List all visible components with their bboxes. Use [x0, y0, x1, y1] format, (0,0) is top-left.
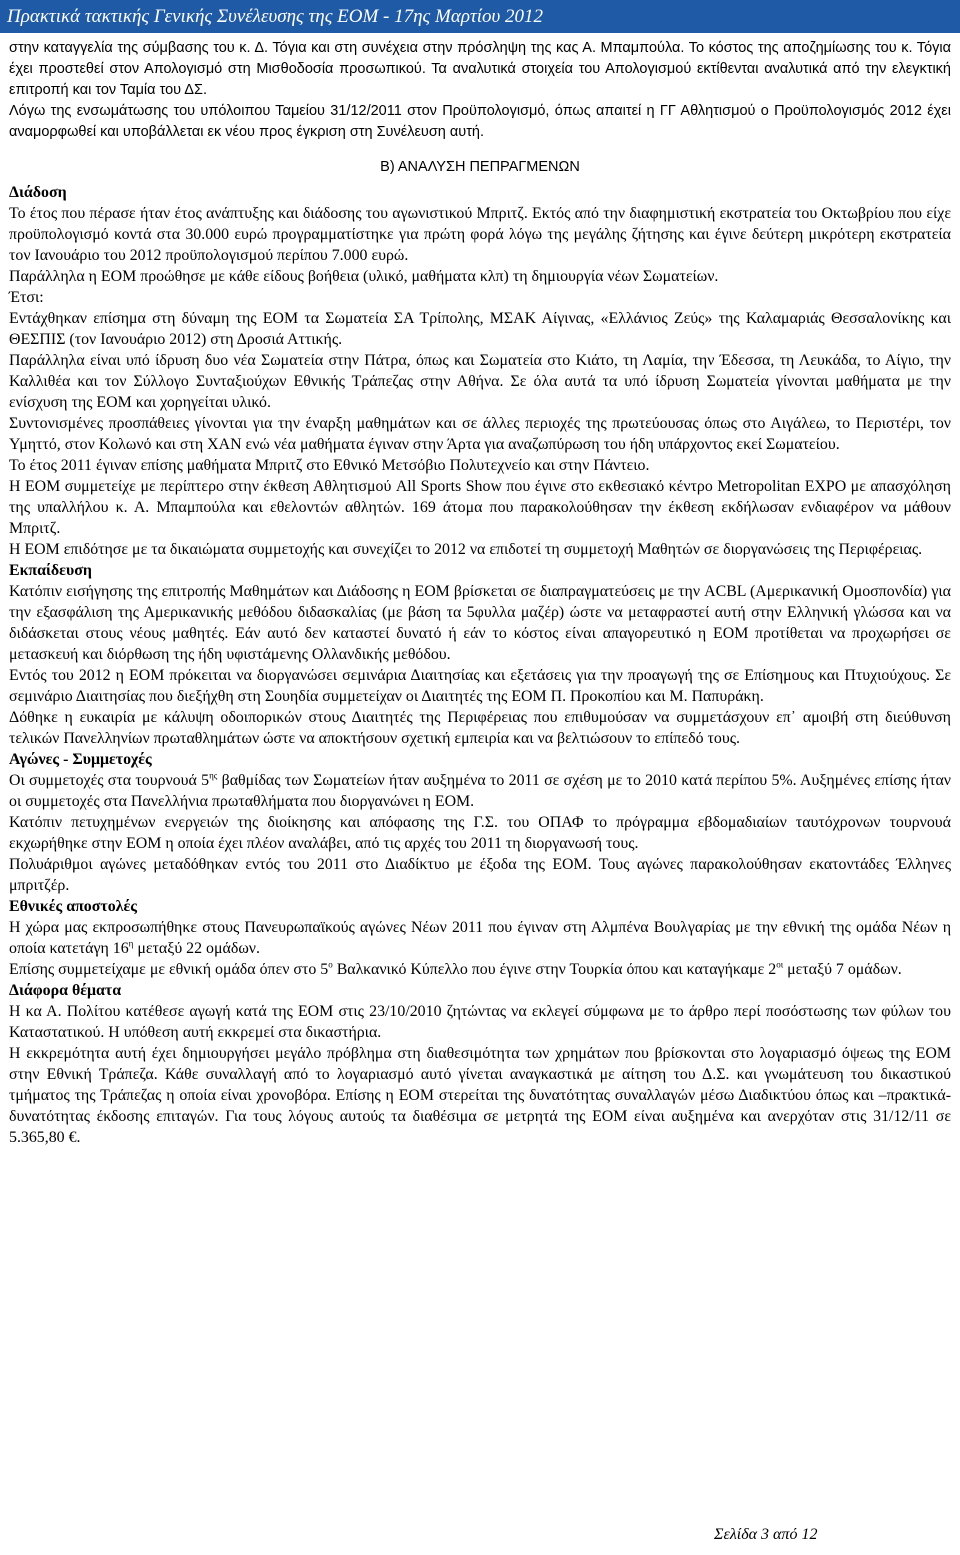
text-run: Οι συμμετοχές στα τουρνουά 5: [9, 772, 210, 789]
document-body: [9, 38, 951, 1148]
intro-paragraph-2: Λόγω της ενσωμάτωσης του υπόλοιπου Ταμείου 31/12/2011 στον Προϋπολογισμό, όπως απαιτεί η ΓΓ Αθλητισμού ο Προϋπολογισμός 2012 έχει αναμορφωθεί και υποβάλλεται εκ νέου προς έγκριση στη Συνέλευση αυτή.: [9, 103, 951, 140]
heading-diadosi: Διάδοση: [9, 184, 67, 201]
diadosi-paragraph: Η ΕΟΜ επιδότησε με τα δικαιώματα συμμετοχής και συνεχίζει το 2012 να επιδοτεί τη συμμετοχή Μαθητών σε διοργανώσεις της Περιφέρειας.: [9, 541, 923, 558]
section-title: Β) ΑΝΑΛΥΣΗ ΠΕΠΡΑΓΜΕΝΩΝ: [380, 159, 580, 175]
text-run: Βαλκανικό Κύπελλο που έγινε στην Τουρκία όπου και καταγήκαμε 2: [332, 961, 777, 978]
ekpaideusi-paragraph: Κατόπιν εισήγησης της επιτροπής Μαθημάτων και Διάδοσης η ΕΟΜ βρίσκεται σε διαπραγματεύσεις με την ACBL (Αμερικανική Ομοσπονδία) για την εξασφάλιση της Αμερικανικής μεθόδου διδασκαλίας (με βάση τα 5φυλλα μαζέρ) ώστε να μεταφραστεί αυτή στην Ελληνική γλώσσα και να διδάσκεται στους νέους μαθητές. Εάν αυτό δεν καταστεί δυνατό ή εάν το κόστος είναι απαγορευτικό η ΕΟΜ προτίθεται να προχωρήσει σε μετασκευή και διόρθωση της ήδη υφιστάμενης Ολλανδικής μεθόδου.: [9, 583, 951, 663]
ethnikes-paragraph: [9, 959, 951, 980]
diadosi-paragraph: Παράλληλα η ΕΟΜ προώθησε με κάθε είδους βοήθεια (υλικό, μαθήματα κλπ) τη δημιουργία νέων Σωματείων.: [9, 268, 719, 285]
page-number: Σελίδα 3 από 12: [714, 1526, 818, 1543]
diafora-paragraph: Η κα Α. Πολίτου κατέθεσε αγωγή κατά της ΕΟΜ στις 23/10/2010 ζητώντας να εκλεγεί σύμφωνα με το άρθρο περί ποσόστωσης των φύλων του Καταστατικού. Η υπόθεση αυτή εκκρεμεί στα δικαστήρια.: [9, 1003, 951, 1041]
ekpaideusi-paragraph: Δόθηκε η ευκαιρία με κάλυψη οδοιπορικών στους Διαιτητές της Περιφέρειας που επιθυμούσαν να συμμετάσχουν επ᾿ αμοιβή στη διεύθυνση τελικών Πανελληνίων πρωταθλημάτων ώστε να αποκτήσουν σχετική εμπειρία και να βελτιώσουν το επίπεδό τους.: [9, 709, 951, 747]
heading-agones: Αγώνες - Συμμετοχές: [9, 751, 152, 768]
superscript: οι: [776, 959, 784, 970]
diadosi-paragraph: Συντονισμένες προσπάθειες γίνονται για την έναρξη μαθημάτων και σε άλλες περιοχές της πρωτεύουσας όπως στο Αιγάλεω, το Περιστέρι, τον Υμηττό, στον Κολωνό και στη ΧΑΝ ενώ νέα μαθήματα έγιναν στην Άρτα για αναζωπύρωση του ήδη υπάρχοντος εκεί Σωματείου.: [9, 415, 951, 453]
text-run: βαθμίδας των Σωματείων ήταν αυξημένα το 2011 σε σχέση με το 2010 κατά περίπου 5%. Αυξημένες επίσης ήταν οι συμμετοχές στα Πανελλήνια πρωταθλήματα που διοργανώνει η ΕΟΜ.: [9, 772, 951, 810]
text-run: Η χώρα μας εκπροσωπήθηκε στους Πανευρωπαϊκούς αγώνες Νέων 2011 που έγιναν στη Αλμπένα Βουλγαρίας με την εθνική της ομάδα Νέων η οποία κατετάγη 16: [9, 919, 951, 957]
diadosi-paragraph: Έτσι:: [9, 289, 44, 306]
diadosi-paragraph: Παράλληλα είναι υπό ίδρυση δυο νέα Σωματεία στην Πάτρα, όπως και Σωματεία στο Κιάτο, τη Λαμία, την Έδεσσα, τη Λευκάδα, το Αίγιο, την Καλλιθέα και τον Σύλλογο Συνταξιούχων Εθνικής Τράπεζας στην Αθήνα. Σε όλα αυτά τα υπό ίδρυση Σωματεία γίνονται μαθήματα με την ενίσχυση της ΕΟΜ και χορηγείται υλικό.: [9, 352, 951, 411]
heading-diafora: Διάφορα θέματα: [9, 982, 122, 999]
diadosi-paragraph: Η ΕΟΜ συμμετείχε με περίπτερο στην έκθεση Αθλητισμού All Sports Show που έγινε στο εκθεσιακό κέντρο Metropolitan EXPO με απασχόληση της υπαλλήλου κ. Α. Μπαμπούλα και εθελοντών αθλητών. 169 άτομα που παρακολούθησαν την έκθεση εκδήλωσαν ενδιαφέρον να μάθουν Μπριτζ.: [9, 478, 951, 537]
heading-ethnikes: Εθνικές αποστολές: [9, 898, 137, 915]
heading-ekpaideusi: Εκπαίδευση: [9, 562, 92, 579]
ethnikes-paragraph: [9, 917, 951, 959]
agones-paragraph: Κατόπιν πετυχημένων ενεργειών της διοίκησης και απόφασης της Γ.Σ. του ΟΠΑΦ το πρόγραμμα εβδομαδιαίων ταυτόχρονων τουρνουά εκχωρήθηκε στην ΕΟΜ η οποία έχει πλέον αναλάβει, από τις αρχές του 2011 τη διοργανωσή τους.: [9, 814, 951, 852]
diadosi-paragraph: Το έτος 2011 έγιναν επίσης μαθήματα Μπριτζ στο Εθνικό Μετσόβιο Πολυτεχνείο και στην Πάντειο.: [9, 457, 650, 474]
agones-paragraph: [9, 770, 951, 812]
agones-paragraph: Πολυάριθμοι αγώνες μεταδόθηκαν εντός του 2011 στο Διαδίκτυο με έξοδα της ΕΟΜ. Τους αγώνες παρακολούθησαν εκατοντάδες Έλληνες μπριτζέρ.: [9, 856, 951, 894]
text-run: μεταξύ 22 ομάδων.: [133, 940, 260, 957]
diadosi-paragraph: Το έτος που πέρασε ήταν έτος ανάπτυξης και διάδοσης του αγωνιστικού Μπριτζ. Εκτός από την διαφημιστική εκστρατεία του Οκτωβρίου που είχε προϋπολογισμό κοντά στα 30.000 ευρώ προγραμματίστηκε για πρώτη φορά λόγω της μεγάλης ζήτησης και έγινε δεύτερη μικρότερη εκστρατεία τον Ιανουάριο του 2012 προϋπολογισμού περίπου 7.000 ευρώ.: [9, 205, 951, 264]
text-run: μεταξύ 7 ομάδων.: [783, 961, 902, 978]
superscript: ης: [209, 770, 218, 781]
page-header: Πρακτικά τακτικής Γενικής Συνέλευσης της ΕΟΜ - 17ης Μαρτίου 2012: [0, 0, 960, 33]
diafora-paragraph: Η εκκρεμότητα αυτή έχει δημιουργήσει μεγάλο πρόβλημα στη διαθεσιμότητα των χρημάτων που βρίσκονται στο λογαριασμό όψεως της ΕΟΜ στην Εθνική Τράπεζα. Κάθε συναλλαγή από το λογαριασμό αυτό γίνεται αναγκαστικά με αίτηση του Δ.Σ. και γνωμάτευση του δικαστικού τμήματος της Τράπεζας η οποία είναι χρονοβόρα. Επίσης η ΕΟΜ στερείται της δυνατότητας συναλλαγών μέσω Διαδικτύου όπως και –πρακτικά- δυνατότητας έκδοσης επιταγών. Για τους λόγους αυτούς τα διαθέσιμα σε μετρητά της ΕΟΜ είναι αυξημένα και ανερχόταν στις 31/12/11 σε 5.365,80 €.: [9, 1045, 951, 1146]
superscript: η: [128, 938, 134, 949]
ekpaideusi-paragraph: Εντός του 2012 η ΕΟΜ πρόκειται να διοργανώσει σεμινάρια Διαιτησίας και εξετάσεις για την προαγωγή της σε Επίσημους και Πτυχιούχους. Σε σεμινάριο Διαιτησίας που διεξήχθη στη Σουηδία συμμετείχαν οι Διαιτητές της ΕΟΜ Π. Προκοπίου και Μ. Παπυράκη.: [9, 667, 951, 705]
superscript: ο: [328, 959, 333, 970]
diadosi-paragraph: Εντάχθηκαν επίσημα στη δύναμη της ΕΟΜ τα Σωματεία ΣΑ Τρίπολης, ΜΣΑΚ Αίγινας, «Ελλάνιος Ζεύς» της Καλαμαριάς Θεσσαλονίκης και ΘΕΣΠΙΣ (τον Ιανουάριο 2012) στη Δροσιά Αττικής.: [9, 310, 951, 348]
intro-paragraph-1: στην καταγγελία της σύμβασης του κ. Δ. Τόγια και στη συνέχεια στην πρόσληψη της κας Α. Μπαμπούλα. Το κόστος της αποζημίωσης του κ. Τόγια έχει προστεθεί στον Απολογισμό στη Μισθοδοσία προσωπικού. Τα αναλυτικά στοιχεία του Απολογισμού εκτίθενται αναλυτικά από την ελεγκτική επιτροπή και τον Ταμία του ΔΣ.: [9, 40, 951, 98]
text-run: Επίσης συμμετείχαμε με εθνική ομάδα όπεν στο 5: [9, 961, 329, 978]
